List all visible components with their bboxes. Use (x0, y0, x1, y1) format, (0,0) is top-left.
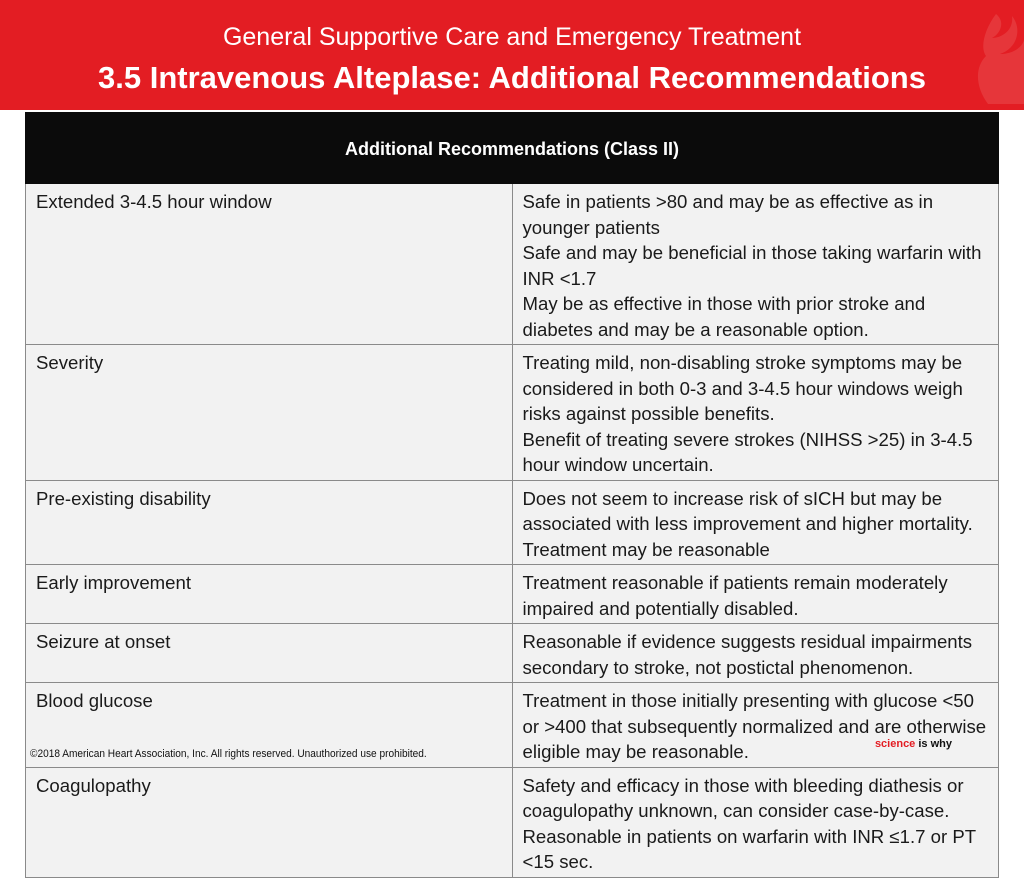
row-label: Seizure at onset (26, 624, 513, 683)
row-line: Reasonable in patients on warfarin with INR ≤1.7 or PT <15 sec. (522, 825, 976, 872)
row-line: Safe and may be beneficial in those taking warfarin with INR <1.7 (522, 242, 982, 289)
science-is-why-tagline (875, 738, 952, 750)
table-row (26, 624, 999, 683)
slide-title: 3.5 Intravenous Alteplase: Additional Recommendations (98, 60, 926, 95)
row-label: Pre-existing disability (26, 480, 513, 565)
row-line: Benefit of treating severe strokes (NIHSS >25) in 3-4.5 hour window uncertain. (522, 428, 973, 475)
table-header-row (26, 113, 999, 184)
row-line: Does not seem to increase risk of sICH but may be associated with less improvement and higher mortality. Treatment may be reasonable (522, 487, 973, 560)
table-row (26, 767, 999, 877)
copyright-notice: ©2018 American Heart Association, Inc. All rights reserved. Unauthorized use prohibited. (30, 748, 427, 760)
table-row (26, 184, 999, 345)
row-content (512, 683, 999, 768)
row-line: Reasonable if evidence suggests residual impairments secondary to stroke, not postictal phenomenon. (522, 631, 973, 678)
row-label: Severity (26, 345, 513, 481)
tagline-is-why: is why (915, 738, 952, 750)
header-banner (0, 0, 1024, 110)
table-row (26, 480, 999, 565)
table-heading (26, 113, 999, 184)
row-label: Blood glucose (26, 683, 513, 768)
row-content (512, 345, 999, 481)
slide-subtitle: General Supportive Care and Emergency Treatment (222, 23, 802, 51)
row-content (512, 624, 999, 683)
row-content (512, 480, 999, 565)
tagline-science: science (874, 738, 916, 750)
row-content (512, 565, 999, 624)
row-label: Early improvement (26, 565, 513, 624)
row-line: Safe in patients >80 and may be as effective as in younger patients (522, 191, 934, 238)
row-line: Treatment in those initially presenting with glucose <50 or >400 that subsequently normalized and are otherwise eligible may be reasonable. (522, 690, 987, 762)
row-label: Extended 3-4.5 hour window (26, 184, 513, 345)
row-line: Treating mild, non-disabling stroke symptoms may be considered in both 0-3 and 3-4.5 hour windows weigh risks against possible benefits. (522, 352, 963, 424)
row-content (512, 767, 999, 877)
row-content (512, 184, 999, 345)
aha-torch-logo-icon (966, 8, 1024, 104)
table-row (26, 565, 999, 624)
table-row (26, 345, 999, 481)
row-line: Treatment reasonable if patients remain moderately impaired and potentially disabled. (522, 572, 948, 619)
row-label: Coagulopathy (26, 767, 513, 877)
row-line: May be as effective in those with prior stroke and diabetes and may be a reasonable option. (522, 293, 926, 340)
table-heading-text: Additional Recommendations (Class II) (344, 139, 680, 160)
recommendations-table (25, 112, 999, 878)
row-line: Safety and efficacy in those with bleeding diathesis or coagulopathy unknown, can consider case-by-case. (522, 774, 964, 821)
recommendations-table-container (25, 112, 999, 878)
